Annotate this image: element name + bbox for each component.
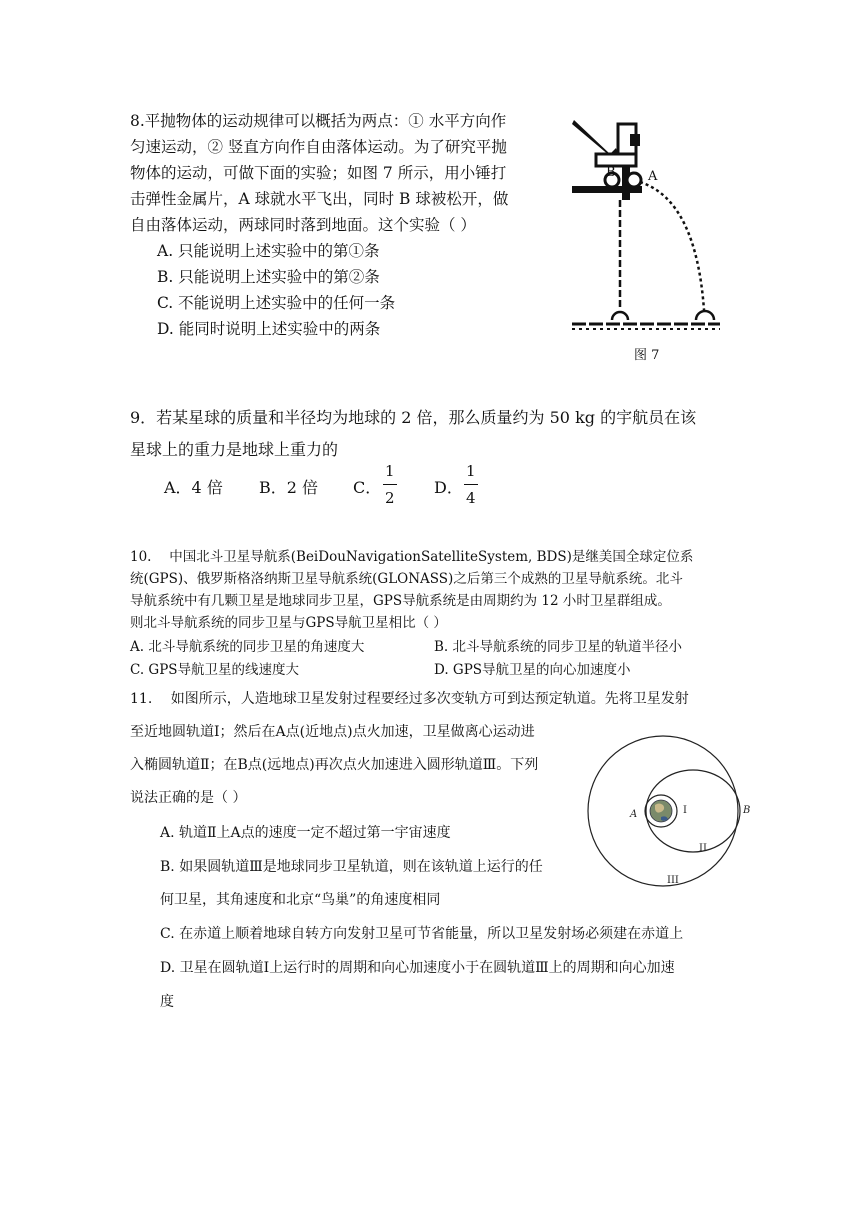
orbit-2-label: II [699,843,707,854]
q9-line-2: 星球上的重力是地球上重力的 [130,440,339,459]
q11-option-d-cont: 度 [160,994,174,1010]
q9-option-a: A．4 倍 [164,478,223,497]
q9-option-b: B．2 倍 [259,478,319,497]
orbit-3-label: III [667,875,679,886]
q9-option-c-fraction-bar [383,484,397,485]
q9-option-d-denominator: 4 [466,489,476,507]
q8-line-2: 匀速运动，② 竖直方向作自由落体运动。为了研究平抛 [130,138,507,156]
q8-line-3: 物体的运动，可做下面的实验；如图 7 所示，用小锤打 [130,164,507,182]
q10-option-c: C. GPS导航卫星的线速度大 [130,662,300,678]
orbit-diagram [585,733,755,893]
q11-option-a: A. 轨道Ⅱ上A点的速度一定不超过第一宇宙速度 [160,825,451,841]
q10-line-1: 10. 中国北斗卫星导航系(BeiDouNavigationSatelliteSystem, BDS)是继美国全球定位系 [130,549,694,565]
q8-line-5: 自由落体运动，两球同时落到地面。这个实验（ ） [130,216,476,234]
q9-option-c-denominator: 2 [385,489,395,507]
q10-option-b: B. 北斗导航系统的同步卫星的轨道半径小 [434,639,683,655]
q11-line-2: 至近地圆轨道Ⅰ；然后在A点(近地点)点火加速，卫星做离心运动进 [130,724,535,740]
q9-option-c-numerator: 1 [385,462,395,480]
ball-b-label: B [606,165,616,180]
q10-option-d: D. GPS导航卫星的向心加速度小 [434,662,631,678]
ball-a-label: A [648,169,658,184]
q8-line-4: 击弹性金属片，A 球就水平飞出，同时 B 球被松开，做 [130,190,509,208]
q10-line-2: 统(GPS)、俄罗斯格洛纳斯卫星导航系统(GLONASS)之后第三个成熟的卫星导航系统。北斗 [130,571,683,587]
q9-option-d-prefix: D． [434,478,463,497]
figure-7-caption: 图 7 [634,348,660,363]
q10-line-3: 导航系统中有几颗卫星是地球同步卫星，GPS导航系统是由周期约为 12 小时卫星群组成。 [130,593,671,609]
q9-option-d-numerator: 1 [466,462,476,480]
point-a-label: A [630,809,638,820]
q9-line-1: 9．若某星球的质量和半径均为地球的 2 倍，那么质量约为 50 kg 的宇航员在该 [130,408,697,427]
q9-option-d-fraction-bar [464,484,478,485]
q11-option-c: C. 在赤道上顺着地球自转方向发射卫星可节省能量，所以卫星发射场必须建在赤道上 [160,926,684,942]
q11-option-d: D. 卫星在圆轨道Ⅰ上运行时的周期和向心加速度小于在圆轨道Ⅲ上的周期和向心加速 [160,960,675,976]
q11-line-1: 11. 如图所示，人造地球卫星发射过程要经过多次变轨方可到达预定轨道。先将卫星发射 [130,691,689,707]
q11-option-b-cont: 何卫星，其角速度和北京“鸟巢”的角速度相同 [160,892,441,908]
q11-line-4: 说法正确的是（ ） [130,790,247,806]
q8-option-c: C. 不能说明上述实验中的任何一条 [157,294,396,312]
q10-option-a: A. 北斗导航系统的同步卫星的角速度大 [130,639,365,655]
orbit-1-label: I [683,805,687,816]
point-b-label: B [743,805,751,816]
q8-option-b: B. 只能说明上述实验中的第②条 [157,268,380,286]
q11-line-3: 入椭圆轨道Ⅱ；在B点(远地点)再次点火加速进入圆形轨道Ⅲ。下列 [130,757,539,773]
q11-option-b: B. 如果圆轨道Ⅲ是地球同步卫星轨道，则在该轨道上运行的任 [160,859,543,875]
q8-option-a: A. 只能说明上述实验中的第①条 [157,242,380,260]
q9-option-c-prefix: C． [353,478,382,497]
q10-line-4: 则北斗导航系统的同步卫星与GPS导航卫星相比（ ） [130,615,447,631]
figure-7-projectile-apparatus [568,110,728,340]
q8-line-1: 8.平抛物体的运动规律可以概括为两点：① 水平方向作 [130,112,507,130]
q8-option-d: D. 能同时说明上述实验中的两条 [157,320,381,338]
